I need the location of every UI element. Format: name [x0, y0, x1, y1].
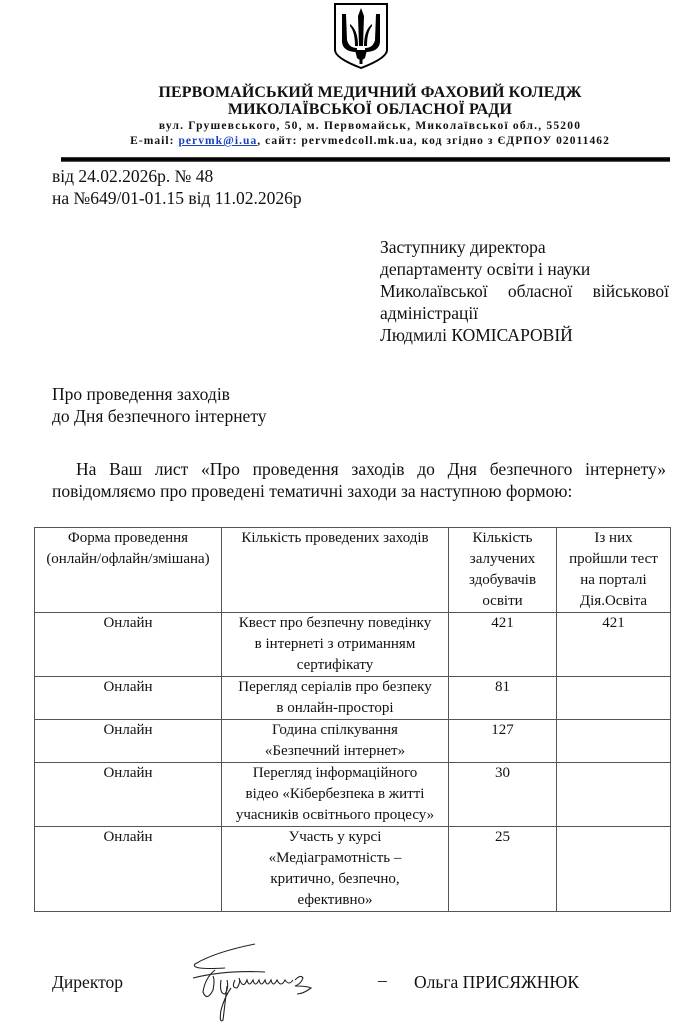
body-word: Дня — [447, 459, 477, 479]
header-text: Дія.Освіта — [579, 593, 648, 609]
table-row — [35, 613, 671, 677]
body-word: заходів — [351, 459, 405, 479]
table-header-row — [35, 528, 671, 613]
letter-subject — [52, 383, 267, 427]
body-word: інтернету» — [585, 459, 666, 479]
cell-passed-test — [557, 720, 671, 763]
cell-participants: 421 — [449, 613, 557, 677]
addressee-word: обласної — [507, 281, 573, 301]
header-text: (онлайн/офлайн/змішана) — [46, 551, 210, 567]
event-line: в онлайн-просторі — [276, 700, 394, 716]
organization-contacts — [0, 135, 679, 147]
table-row — [35, 677, 671, 720]
cell-form: Онлайн — [35, 613, 222, 677]
incoming-reference: на №649/01-01.15 від 11.02.2026р — [52, 188, 302, 208]
cell-form: Онлайн — [35, 677, 222, 720]
header-text: освіти — [482, 593, 523, 609]
organization-name-line2: МИКОЛАЇВСЬКОЇ ОБЛАСНОЇ РАДИ — [227, 101, 513, 118]
addressee-name: Людмилі КОМІСАРОВІЙ — [380, 325, 573, 345]
body-word: На — [76, 459, 97, 479]
header-events — [222, 528, 449, 613]
event-line: Година спілкування — [272, 722, 398, 738]
table-row — [35, 763, 671, 827]
header-text: пройшли тест — [569, 551, 658, 567]
header-text: Кількість — [472, 530, 533, 546]
cell-event — [222, 613, 449, 677]
cell-form: Онлайн — [35, 763, 222, 827]
cell-participants: 127 — [449, 720, 557, 763]
signer-name: Ольга ПРИСЯЖНЮК — [414, 972, 580, 992]
event-line: критично, безпечно, — [270, 871, 400, 887]
event-line: відео «Кібербезпека в житті — [245, 786, 425, 802]
header-text: залучених — [469, 551, 536, 567]
event-line: в інтернеті з отриманням — [254, 636, 416, 652]
event-line: «Безпечний інтернет» — [264, 743, 406, 759]
subject-line: до Дня безпечного інтернету — [52, 406, 267, 426]
header-divider — [61, 157, 670, 162]
event-line: сертифікату — [296, 657, 374, 673]
addressee-line — [380, 280, 669, 302]
addressee-word: Миколаївської — [380, 281, 488, 301]
cell-passed-test — [557, 763, 671, 827]
addressee-line: департаменту освіти і науки — [380, 259, 591, 279]
event-line: Квест про безпечну поведінку — [238, 615, 432, 631]
ukraine-trident-emblem-icon — [333, 2, 389, 70]
cell-participants: 30 — [449, 763, 557, 827]
email-label: E-mail: — [130, 135, 179, 147]
header-passed-test — [557, 528, 671, 613]
outgoing-reference: від 24.02.2026р. № 48 — [52, 166, 214, 186]
organization-name-line1: ПЕРВОМАЙСЬКИЙ МЕДИЧНИЙ ФАХОВИЙ КОЛЕДЖ — [158, 84, 582, 101]
site-and-code: , сайт: pervmedcoll.mk.ua, код згідно з ЄДРПОУ 02011462 — [257, 135, 610, 147]
cell-event — [222, 677, 449, 720]
event-line: ефективно» — [297, 892, 373, 908]
signature-dash: – — [378, 970, 387, 990]
event-line: учасників освітнього процесу» — [235, 807, 435, 823]
body-word: лист — [154, 459, 189, 479]
body-word: «Про — [201, 459, 240, 479]
body-line: повідомляємо про проведені тематичні заходи за наступною формою: — [52, 481, 573, 501]
cell-passed-test: 421 — [557, 613, 671, 677]
addressee-word: військової — [592, 281, 669, 301]
addressee-line: Заступнику директора — [380, 237, 546, 257]
table-row — [35, 827, 671, 912]
cell-passed-test — [557, 677, 671, 720]
body-line — [52, 458, 666, 480]
cell-event — [222, 720, 449, 763]
event-line: Перегляд інформаційного — [252, 765, 418, 781]
event-line: Участь у курсі — [288, 829, 382, 845]
header-text: Із них — [594, 530, 633, 546]
addressee-block — [380, 236, 670, 346]
cell-form: Онлайн — [35, 827, 222, 912]
cell-passed-test — [557, 827, 671, 912]
header-text: Форма проведення — [67, 530, 189, 546]
table-row — [35, 720, 671, 763]
body-word: Ваш — [109, 459, 143, 479]
body-word: до — [417, 459, 435, 479]
header-text: Кількість проведених заходів — [241, 530, 429, 546]
cell-participants: 81 — [449, 677, 557, 720]
body-word: проведення — [252, 459, 339, 479]
header-participants — [449, 528, 557, 613]
events-table — [34, 527, 671, 912]
organization-address: вул. Грушевського, 50, м. Первомайськ, Миколаївської обл., 55200 — [158, 120, 582, 132]
addressee-line: адміністрації — [380, 303, 479, 323]
body-word: безпечного — [489, 459, 573, 479]
header-text: на порталі — [580, 572, 647, 588]
cell-participants: 25 — [449, 827, 557, 912]
cell-event — [222, 763, 449, 827]
handwritten-signature-icon — [185, 930, 385, 1024]
header-text: здобувачів — [468, 572, 537, 588]
signer-role: Директор — [52, 972, 124, 992]
cell-event — [222, 827, 449, 912]
email-link[interactable]: pervmk@i.ua — [178, 135, 258, 147]
subject-line: Про проведення заходів — [52, 384, 230, 404]
letter-body — [52, 458, 666, 502]
event-line: «Медіаграмотність – — [268, 850, 402, 866]
cell-form: Онлайн — [35, 720, 222, 763]
event-line: Перегляд серіалів про безпеку — [238, 679, 432, 695]
header-form — [35, 528, 222, 613]
